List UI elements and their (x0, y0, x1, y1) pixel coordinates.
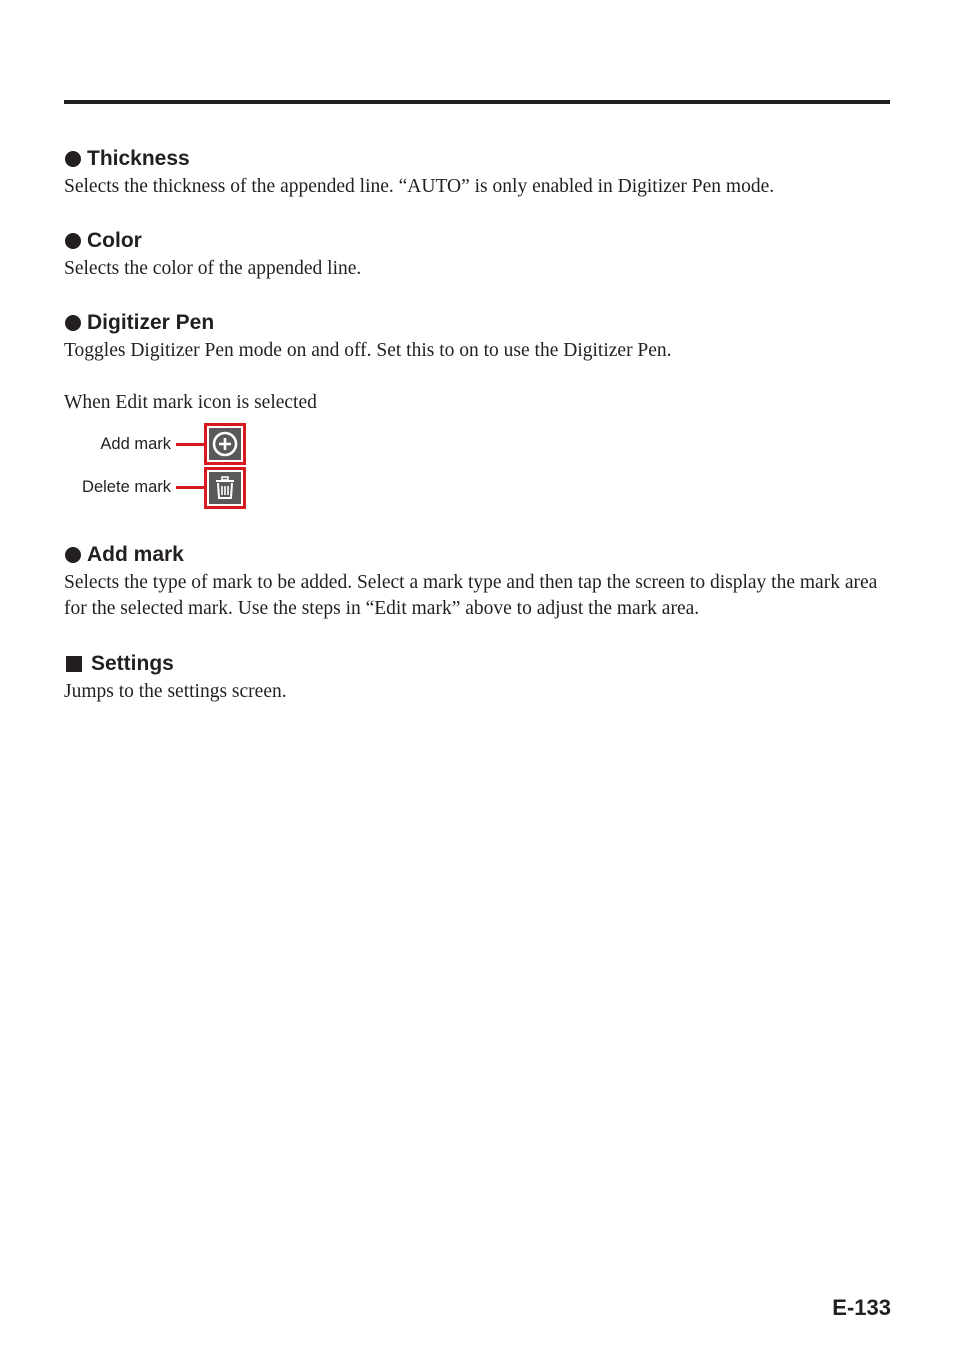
section-thickness (64, 146, 890, 200)
bullet-circle-icon (65, 547, 81, 563)
heading-text: Add mark (87, 543, 184, 566)
section-body: Selects the thickness of the appended line. “AUTO” is only enabled in Digitizer Pen mode. (64, 176, 775, 197)
section-body: Selects the type of mark to be added. Select a mark type and then tap the screen to display the mark area for the selected mark. Use the steps in “Edit mark” above to adjust the mark area. (64, 572, 878, 619)
heading-text: Color (87, 229, 142, 252)
heading-text: Thickness (87, 147, 190, 170)
section-body: Selects the color of the appended line. (64, 258, 362, 279)
leader-line (176, 443, 205, 446)
section-digitizer-pen (64, 310, 890, 364)
section-settings (64, 651, 890, 705)
bullet-circle-icon (65, 151, 81, 167)
section-heading (64, 146, 890, 172)
leader-line (176, 486, 205, 489)
delete-mark-label: Delete mark (82, 478, 171, 496)
plus-circle-icon (209, 428, 241, 460)
trash-icon (209, 472, 241, 504)
figure-caption: When Edit mark icon is selected (64, 392, 317, 413)
header-rule (64, 100, 890, 104)
section-body: Toggles Digitizer Pen mode on and off. Set this to on to use the Digitizer Pen. (64, 340, 672, 361)
bullet-circle-icon (65, 233, 81, 249)
add-mark-label: Add mark (100, 435, 171, 453)
section-heading (64, 651, 890, 677)
section-heading (64, 228, 890, 254)
add-mark-button[interactable] (204, 423, 246, 465)
bullet-square-icon (66, 656, 82, 672)
heading-text: Digitizer Pen (87, 311, 215, 334)
section-color (64, 228, 890, 282)
section-heading (64, 310, 890, 336)
heading-text: Settings (91, 652, 174, 675)
bullet-circle-icon (65, 315, 81, 331)
section-body: Jumps to the settings screen. (64, 681, 287, 702)
page-number: E-133 (832, 1295, 891, 1320)
delete-mark-button[interactable] (204, 467, 246, 509)
section-heading (64, 542, 890, 568)
section-add-mark (64, 542, 890, 622)
